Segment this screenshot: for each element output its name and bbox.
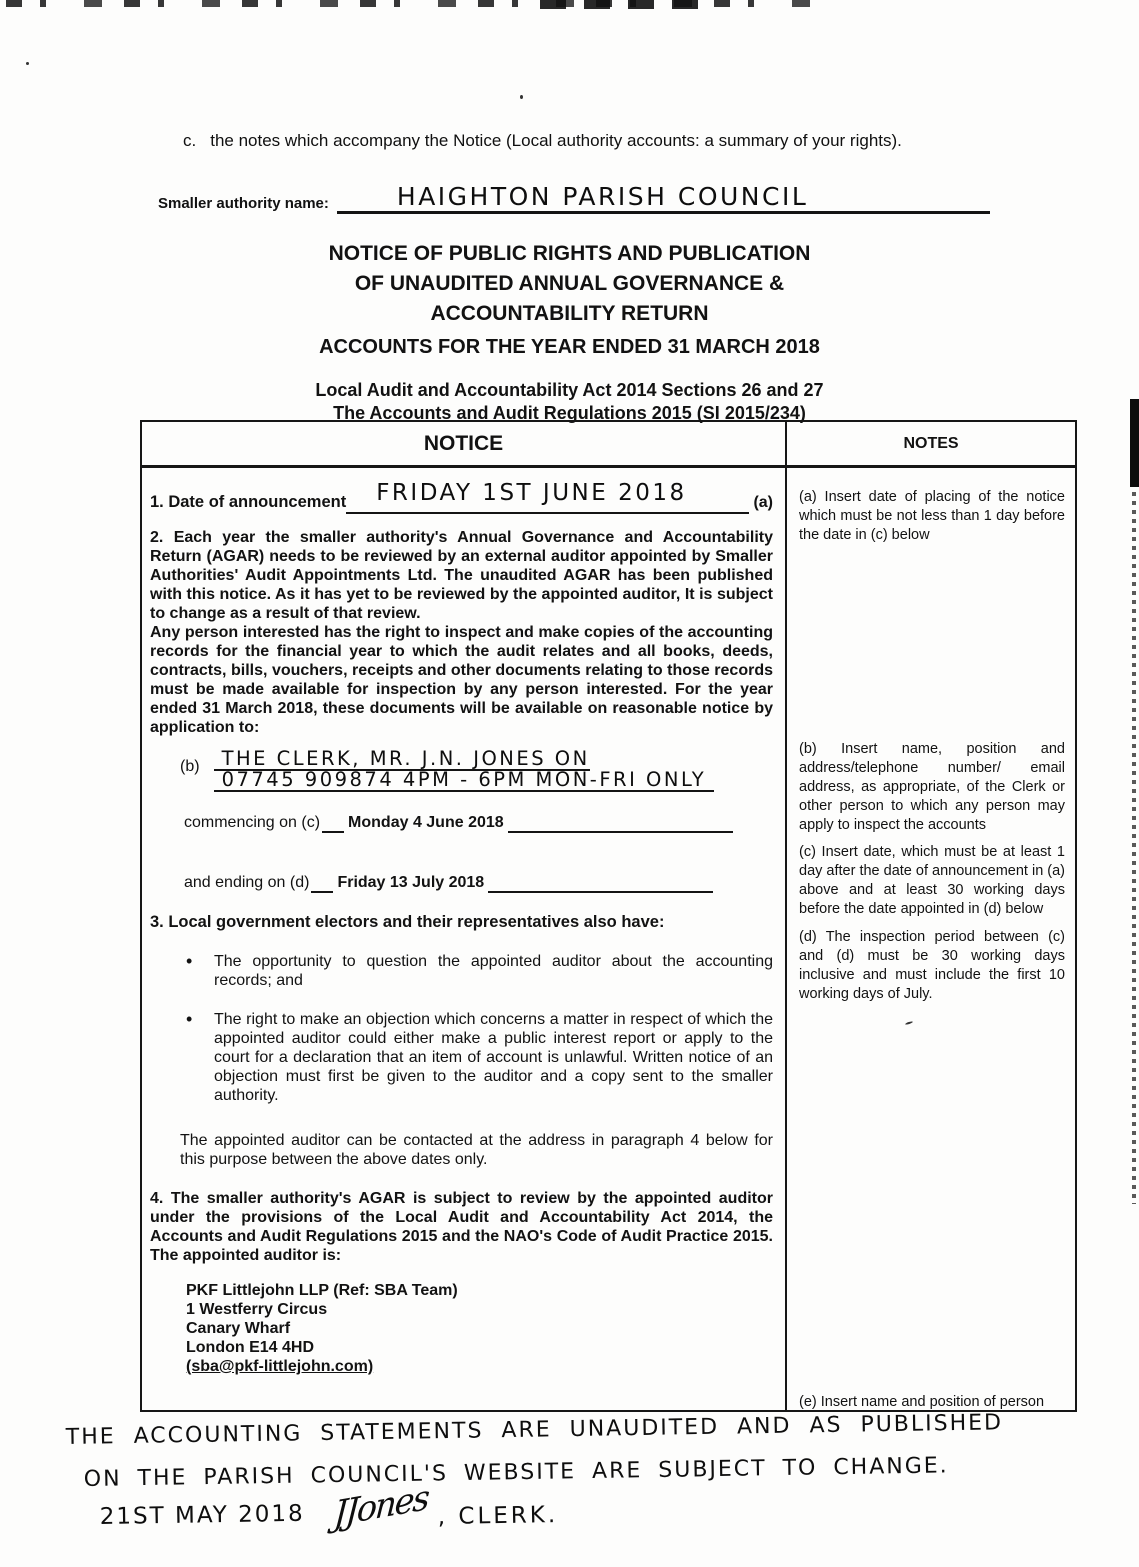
page-title-line-1: NOTICE OF PUBLIC RIGHTS AND PUBLICATION — [328, 242, 811, 265]
scan-speck — [26, 62, 29, 65]
authority-name-label: Smaller authority name: — [158, 195, 329, 212]
note-e: (e) Insert name and position of person — [799, 1394, 1045, 1410]
date-of-announcement-row — [150, 480, 773, 514]
authority-name-handwritten-value: HAIGHTON PARISH COUNCIL — [396, 182, 809, 211]
footer-handwritten-line-2: ON THE PARISH COUNCIL'S WEBSITE ARE SUBJECT TO CHANGE. — [83, 1453, 949, 1492]
footer-handwritten-signoff: , CLERK. — [437, 1502, 559, 1530]
scan-speck — [520, 95, 523, 99]
bullet-item-2 — [186, 1010, 773, 1105]
field-b-line-3-blank — [706, 773, 714, 792]
notes-column-header: NOTES — [787, 422, 1075, 468]
accounts-year-subtitle: ACCOUNTS FOR THE YEAR ENDED 31 MARCH 2018 — [319, 336, 820, 358]
footer-handwritten-line-1: THE ACCOUNTING STATEMENTS ARE UNAUDITED AND AS PUBLISHED — [65, 1410, 1004, 1450]
page-title-line-2: OF UNAUDITED ANNUAL GOVERNANCE & — [354, 272, 785, 295]
intro-item-text: the notes which accompany the Notice (Local authority accounts: a summary of your rights). — [210, 131, 902, 150]
commencing-date-row — [184, 813, 773, 833]
scan-artifact-top-edge-2 — [540, 0, 710, 9]
bullet-icon — [186, 952, 214, 990]
bullet-item-1-text: The opportunity to question the appointed auditor about the accounting records; and — [214, 953, 773, 989]
date-of-announcement-handwritten-value: FRIDAY 1ST JUNE 2018 — [376, 480, 687, 506]
footer-handwritten-date: 21ST MAY 2018 — [99, 1500, 305, 1530]
field-b-label: (b) — [180, 758, 200, 775]
underline-segment — [311, 875, 333, 893]
auditor-email-line: (sba@pkf-littlejohn.com) — [186, 1358, 374, 1375]
ending-label: and ending on (d) — [184, 874, 310, 891]
ending-date-row — [184, 873, 773, 893]
note-d: (d) The inspection period between (c) and (d) must be 30 working days inclusive and must include the first 10 working days of July. — [799, 929, 1065, 1002]
ending-date-value: Friday 13 July 2018 — [337, 874, 485, 891]
electors-rights-heading: 3. Local government electors and their representatives also have: — [150, 913, 665, 931]
page-title-line-3: ACCOUNTABILITY RETURN — [430, 302, 709, 325]
notice-column-body — [142, 468, 787, 1410]
auditor-contact-paragraph: The appointed auditor can be contacted at the address in paragraph 4 below for this purpose between the above dates only. — [180, 1132, 773, 1168]
paragraph-2-inspection-rights: Any person interested has the right to inspect and make copies of the accounting records for the financial year to which the audit relates and all books, deeds, contracts, bills, vouchers, receipts and other documents relating to those records must be made available for inspection by any person interested. For the year ended 31 March 2018, these documents will be available on reasonable notice by application to: — [150, 624, 773, 736]
auditor-address-line-2: 1 Westferry Circus — [186, 1301, 328, 1318]
notice-notes-table — [140, 420, 1077, 1412]
scan-artifact-right-dots — [1132, 492, 1136, 1204]
bullet-icon — [186, 1010, 214, 1105]
act-reference-line-2: The Accounts and Audit Regulations 2015 (SI 2015/234) — [333, 403, 806, 423]
underline-segment — [322, 815, 344, 833]
auditor-address-line-1: PKF Littlejohn LLP (Ref: SBA Team) — [186, 1282, 458, 1299]
intro-item-c — [183, 128, 995, 153]
auditor-address-block — [186, 1281, 773, 1376]
note-c: (c) Insert date, which must be at least 1 day after the date of announcement in (a) above and at least 30 working days before the date appointed in (d) below — [799, 844, 1066, 917]
footer-handwritten-annotation — [65, 1410, 1076, 1536]
field-b-handwritten-line-1: THE CLERK, MR. J.N. JONES ON — [221, 747, 590, 770]
commencing-date-value: Monday 4 June 2018 — [348, 814, 504, 831]
footer-signature-row — [99, 1477, 1076, 1536]
intro-item-marker: c. — [183, 131, 197, 150]
notice-column-header: NOTICE — [142, 422, 787, 468]
paragraph-2-agar: 2. Each year the smaller authority's Annual Governance and Accountability Return (AGAR) needs to be reviewed by an external auditor appointed by Smaller Authorities' Audit Appointments Ltd. The unaudited AGAR has been published with this notice. As it has yet to be reviewed by the appointed auditor, It is subject to change as a result of that review. — [150, 529, 773, 622]
act-reference-line-1: Local Audit and Accountability Act 2014 Sections 26 and 27 — [315, 380, 824, 400]
field-b-handwritten-line-2: 07745 909874 4PM - 6PM MON-FRI ONLY — [221, 768, 707, 791]
date-of-announcement-field — [346, 480, 749, 514]
bullet-item-2-text: The right to make an objection which concerns a matter in respect of which the appointed auditor could either make a public interest report or apply to the court for a declaration that an item of account is unlawful. Written notice of an objection must first be given to the auditor and a copy sent to the smaller authority. — [214, 1011, 773, 1104]
field-b-line-2 — [214, 768, 707, 792]
bullet-item-1 — [186, 952, 773, 990]
note-a: (a) Insert date of placing of the notice which must be not less than 1 day before the date in (c) below — [799, 489, 1065, 543]
authority-name-row — [158, 182, 990, 214]
notes-column-body — [787, 468, 1075, 1410]
auditor-address-line-3: Canary Wharf — [186, 1320, 291, 1337]
clerk-signature: JJones — [332, 1477, 430, 1536]
note-b: (b) Insert name, position and address/telephone number/ email address, as appropriate, of the Clerk or other person to which any person may apply to inspect the accounts — [799, 741, 1065, 833]
title-block — [0, 239, 1139, 425]
paragraph-4-agar-review: 4. The smaller authority's AGAR is subject to review by the appointed auditor under the provisions of the Local Audit and Accountability Act 2014, the Accounts and Audit Regulations 2015 and the NAO's Code of Audit Practice 2015. The appointed auditor is: — [150, 1190, 773, 1264]
commencing-label: commencing on (c) — [184, 814, 321, 831]
note-ref-a: (a) — [753, 494, 773, 511]
authority-name-field — [337, 182, 990, 214]
application-contact-field — [180, 749, 773, 791]
date-of-announcement-label: 1. Date of announcement — [150, 493, 347, 511]
auditor-address-line-4: London E14 4HD — [186, 1339, 315, 1356]
underline-segment — [508, 815, 733, 833]
underline-segment — [488, 875, 713, 893]
